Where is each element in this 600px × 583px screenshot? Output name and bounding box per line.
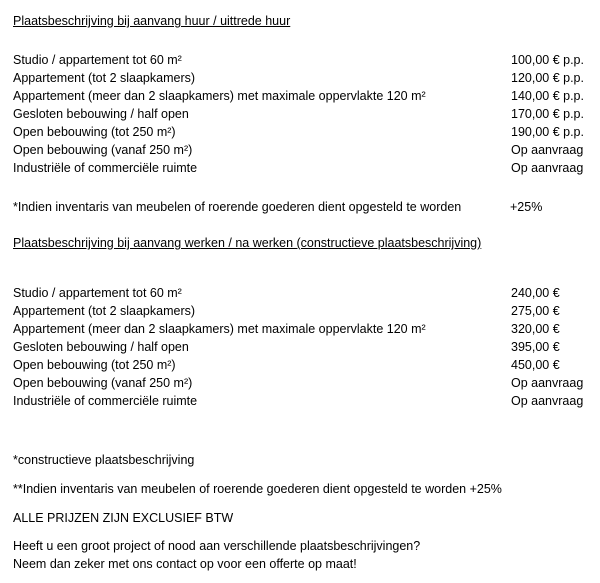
price-row-value: 240,00 € <box>511 286 560 300</box>
price-row-label: Open bebouwing (vanaf 250 m²) <box>13 143 193 157</box>
vat-note: ALLE PRIJZEN ZIJN EXCLUSIEF BTW <box>13 511 234 525</box>
price-row-value: 120,00 € p.p. <box>511 71 584 85</box>
price-row <box>13 304 588 322</box>
price-row <box>13 161 588 179</box>
price-row-label: Open bebouwing (tot 250 m²) <box>13 125 176 139</box>
price-row-label: Appartement (meer dan 2 slaapkamers) met maximale oppervlakte 120 m² <box>13 89 426 103</box>
price-row <box>13 143 588 161</box>
price-row <box>13 89 588 107</box>
cta-line-1: Heeft u een groot project of nood aan verschillende plaatsbeschrijvingen? <box>13 539 421 553</box>
price-row-value: 140,00 € p.p. <box>511 89 584 103</box>
price-row-label: Appartement (tot 2 slaapkamers) <box>13 71 196 85</box>
price-row-value: 100,00 € p.p. <box>511 53 584 67</box>
price-row-value: Op aanvraag <box>511 394 584 408</box>
price-row-label: Gesloten bebouwing / half open <box>13 340 189 354</box>
price-row <box>13 125 588 143</box>
inventory-surcharge: +25% <box>510 200 543 214</box>
cta-line-2: Neem dan zeker met ons contact op voor een offerte op maat! <box>13 557 357 571</box>
price-row <box>13 322 588 340</box>
price-row <box>13 394 588 412</box>
price-row-value: 190,00 € p.p. <box>511 125 584 139</box>
price-row-label: Studio / appartement tot 60 m² <box>13 286 182 300</box>
price-row <box>13 71 588 89</box>
inventory-note: *Indien inventaris van meubelen of roerende goederen dient opgesteld te worden <box>13 200 462 214</box>
price-row-value: Op aanvraag <box>511 143 584 157</box>
price-row <box>13 107 588 125</box>
price-row-label: Industriële of commerciële ruimte <box>13 161 198 175</box>
inventory-note-row <box>13 200 588 218</box>
price-row <box>13 340 588 358</box>
price-row-label: Open bebouwing (tot 250 m²) <box>13 358 176 372</box>
price-row-value: 320,00 € <box>511 322 560 336</box>
price-row-value: 275,00 € <box>511 304 560 318</box>
price-row-value: Op aanvraag <box>511 376 584 390</box>
price-row-value: 450,00 € <box>511 358 560 372</box>
price-row <box>13 358 588 376</box>
section-rental-title: Plaatsbeschrijving bij aanvang huur / uittrede huur <box>13 14 291 28</box>
inventory-surcharge-note: **Indien inventaris van meubelen of roerende goederen dient opgesteld te worden +25% <box>13 482 502 496</box>
price-row-label: Gesloten bebouwing / half open <box>13 107 189 121</box>
price-row-label: Appartement (tot 2 slaapkamers) <box>13 304 196 318</box>
price-row <box>13 286 588 304</box>
price-row-label: Open bebouwing (vanaf 250 m²) <box>13 376 193 390</box>
price-row-value: Op aanvraag <box>511 161 584 175</box>
price-row-label: Studio / appartement tot 60 m² <box>13 53 182 67</box>
price-row-label: Industriële of commerciële ruimte <box>13 394 198 408</box>
price-row-value: 395,00 € <box>511 340 560 354</box>
price-row <box>13 53 588 71</box>
price-row-label: Appartement (meer dan 2 slaapkamers) met maximale oppervlakte 120 m² <box>13 322 426 336</box>
constructive-note: *constructieve plaatsbeschrijving <box>13 453 195 467</box>
price-row-value: 170,00 € p.p. <box>511 107 584 121</box>
price-row <box>13 376 588 394</box>
section-works-title: Plaatsbeschrijving bij aanvang werken / na werken (constructieve plaatsbeschrijving) <box>13 236 482 250</box>
